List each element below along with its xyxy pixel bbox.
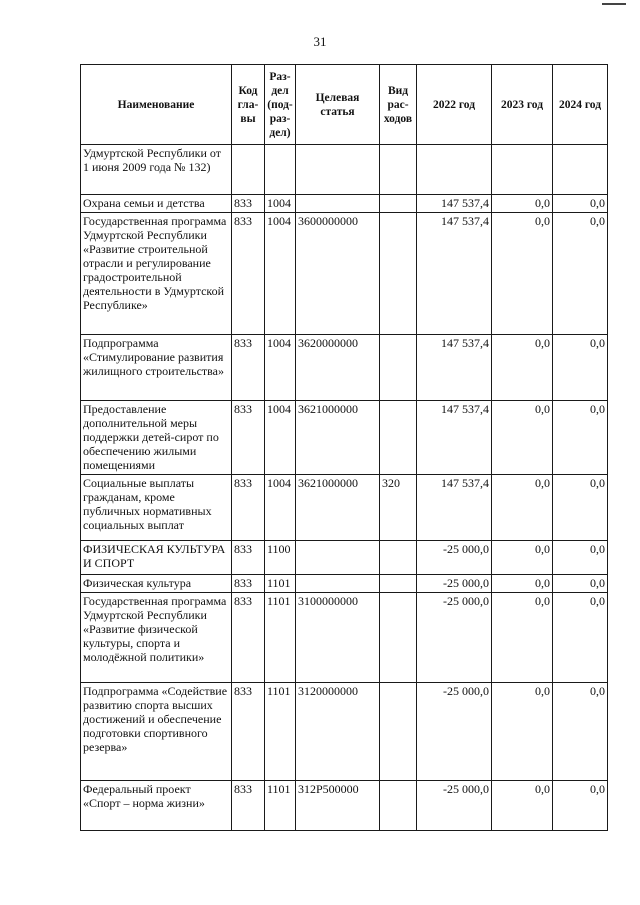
cell-name: Предоставление дополнительной меры поддержки детей-сирот по обеспечению жилыми помещениями xyxy=(81,401,232,475)
cell-code: 833 xyxy=(232,213,265,335)
cell-code: 833 xyxy=(232,781,265,831)
cell-target: 312P500000 xyxy=(296,781,380,831)
table-row xyxy=(81,575,608,593)
cell-2023: 0,0 xyxy=(492,683,553,781)
cell-2022: 147 537,4 xyxy=(417,213,492,335)
cell-2024: 0,0 xyxy=(553,781,608,831)
cell-code: 833 xyxy=(232,475,265,541)
cell-section: 1101 xyxy=(265,781,296,831)
cell-expense-type xyxy=(380,781,417,831)
cell-expense-type xyxy=(380,683,417,781)
cell-section: 1004 xyxy=(265,195,296,213)
cell-2023: 0,0 xyxy=(492,195,553,213)
cell-target: 3621000000 xyxy=(296,475,380,541)
cell-target: 3600000000 xyxy=(296,213,380,335)
cell-2023: 0,0 xyxy=(492,213,553,335)
cell-2024: 0,0 xyxy=(553,475,608,541)
cell-2023: 0,0 xyxy=(492,475,553,541)
cell-name: Удмуртской Республики от 1 июня 2009 года № 132) xyxy=(81,145,232,195)
cell-code: 833 xyxy=(232,575,265,593)
table-header xyxy=(81,65,608,145)
cell-name: Физическая культура xyxy=(81,575,232,593)
budget-table xyxy=(80,64,608,831)
table-row xyxy=(81,335,608,401)
cell-2024: 0,0 xyxy=(553,683,608,781)
cell-expense-type xyxy=(380,335,417,401)
cell-name: ФИЗИЧЕСКАЯ КУЛЬТУРА И СПОРТ xyxy=(81,541,232,575)
cell-section: 1004 xyxy=(265,401,296,475)
cell-expense-type xyxy=(380,213,417,335)
table-row xyxy=(81,593,608,683)
cell-expense-type xyxy=(380,401,417,475)
cell-section xyxy=(265,145,296,195)
cell-2024 xyxy=(553,145,608,195)
cell-2022: -25 000,0 xyxy=(417,541,492,575)
cell-target: 3120000000 xyxy=(296,683,380,781)
table-row xyxy=(81,475,608,541)
cell-name: Государственная программа Удмуртской Республики «Развитие физической культуры, спорта и молодёжной политики» xyxy=(81,593,232,683)
cell-code: 833 xyxy=(232,541,265,575)
cell-2024: 0,0 xyxy=(553,335,608,401)
cell-2023: 0,0 xyxy=(492,781,553,831)
cell-expense-type xyxy=(380,541,417,575)
cell-2023: 0,0 xyxy=(492,401,553,475)
cell-2022: -25 000,0 xyxy=(417,683,492,781)
cell-target xyxy=(296,541,380,575)
cell-code: 833 xyxy=(232,593,265,683)
cell-name: Государственная программа Удмуртской Республики «Развитие строительной отрасли и регулирование градостроительной деятельности в Удмуртской Республике» xyxy=(81,213,232,335)
header-section: Раз-дел (под-раз-дел) xyxy=(265,65,296,145)
cell-2022: 147 537,4 xyxy=(417,401,492,475)
cell-2022: 147 537,4 xyxy=(417,335,492,401)
table-row xyxy=(81,213,608,335)
cell-expense-type xyxy=(380,195,417,213)
cell-section: 1004 xyxy=(265,213,296,335)
cell-2023: 0,0 xyxy=(492,575,553,593)
header-chapter-code: Код гла-вы xyxy=(232,65,265,145)
cell-code: 833 xyxy=(232,195,265,213)
cell-target: 3100000000 xyxy=(296,593,380,683)
cell-2024: 0,0 xyxy=(553,195,608,213)
cell-2023: 0,0 xyxy=(492,541,553,575)
cell-target xyxy=(296,145,380,195)
header-year-2024: 2024 год xyxy=(553,65,608,145)
cell-2022: -25 000,0 xyxy=(417,575,492,593)
cell-target xyxy=(296,195,380,213)
cell-2022 xyxy=(417,145,492,195)
page-number: 31 xyxy=(313,34,327,49)
cell-2024: 0,0 xyxy=(553,213,608,335)
cell-section: 1101 xyxy=(265,683,296,781)
cell-target xyxy=(296,575,380,593)
cell-expense-type: 320 xyxy=(380,475,417,541)
cell-name: Федеральный проект «Спорт – норма жизни» xyxy=(81,781,232,831)
cell-2024: 0,0 xyxy=(553,593,608,683)
cell-code: 833 xyxy=(232,683,265,781)
scan-edge-mark xyxy=(602,3,626,5)
header-expense-type: Вид рас-ходов xyxy=(380,65,417,145)
cell-name: Подпрограмма «Содействие развитию спорта высших достижений и обеспечение подготовки спортивного резерва» xyxy=(81,683,232,781)
table-row xyxy=(81,145,608,195)
table-body xyxy=(81,145,608,831)
cell-name: Охрана семьи и детства xyxy=(81,195,232,213)
cell-code: 833 xyxy=(232,401,265,475)
cell-section: 1101 xyxy=(265,575,296,593)
cell-2023: 0,0 xyxy=(492,335,553,401)
cell-code xyxy=(232,145,265,195)
cell-2022: -25 000,0 xyxy=(417,781,492,831)
cell-target: 3620000000 xyxy=(296,335,380,401)
cell-expense-type xyxy=(380,575,417,593)
cell-section: 1101 xyxy=(265,593,296,683)
cell-section: 1100 xyxy=(265,541,296,575)
cell-2024: 0,0 xyxy=(553,575,608,593)
cell-2023 xyxy=(492,145,553,195)
header-year-2022: 2022 год xyxy=(417,65,492,145)
cell-2022: 147 537,4 xyxy=(417,195,492,213)
cell-section: 1004 xyxy=(265,335,296,401)
cell-name: Социальные выплаты гражданам, кроме публичных нормативных социальных выплат xyxy=(81,475,232,541)
table-row xyxy=(81,401,608,475)
cell-name: Подпрограмма «Стимулирование развития жилищного строительства» xyxy=(81,335,232,401)
header-target-article: Целевая статья xyxy=(296,65,380,145)
header-year-2023: 2023 год xyxy=(492,65,553,145)
cell-code: 833 xyxy=(232,335,265,401)
cell-expense-type xyxy=(380,593,417,683)
header-name: Наименование xyxy=(81,65,232,145)
table-row xyxy=(81,683,608,781)
cell-2024: 0,0 xyxy=(553,541,608,575)
table-row xyxy=(81,541,608,575)
cell-section: 1004 xyxy=(265,475,296,541)
table-row xyxy=(81,781,608,831)
cell-2023: 0,0 xyxy=(492,593,553,683)
cell-2022: -25 000,0 xyxy=(417,593,492,683)
cell-target: 3621000000 xyxy=(296,401,380,475)
cell-expense-type xyxy=(380,145,417,195)
cell-2024: 0,0 xyxy=(553,401,608,475)
table-row xyxy=(81,195,608,213)
cell-2022: 147 537,4 xyxy=(417,475,492,541)
